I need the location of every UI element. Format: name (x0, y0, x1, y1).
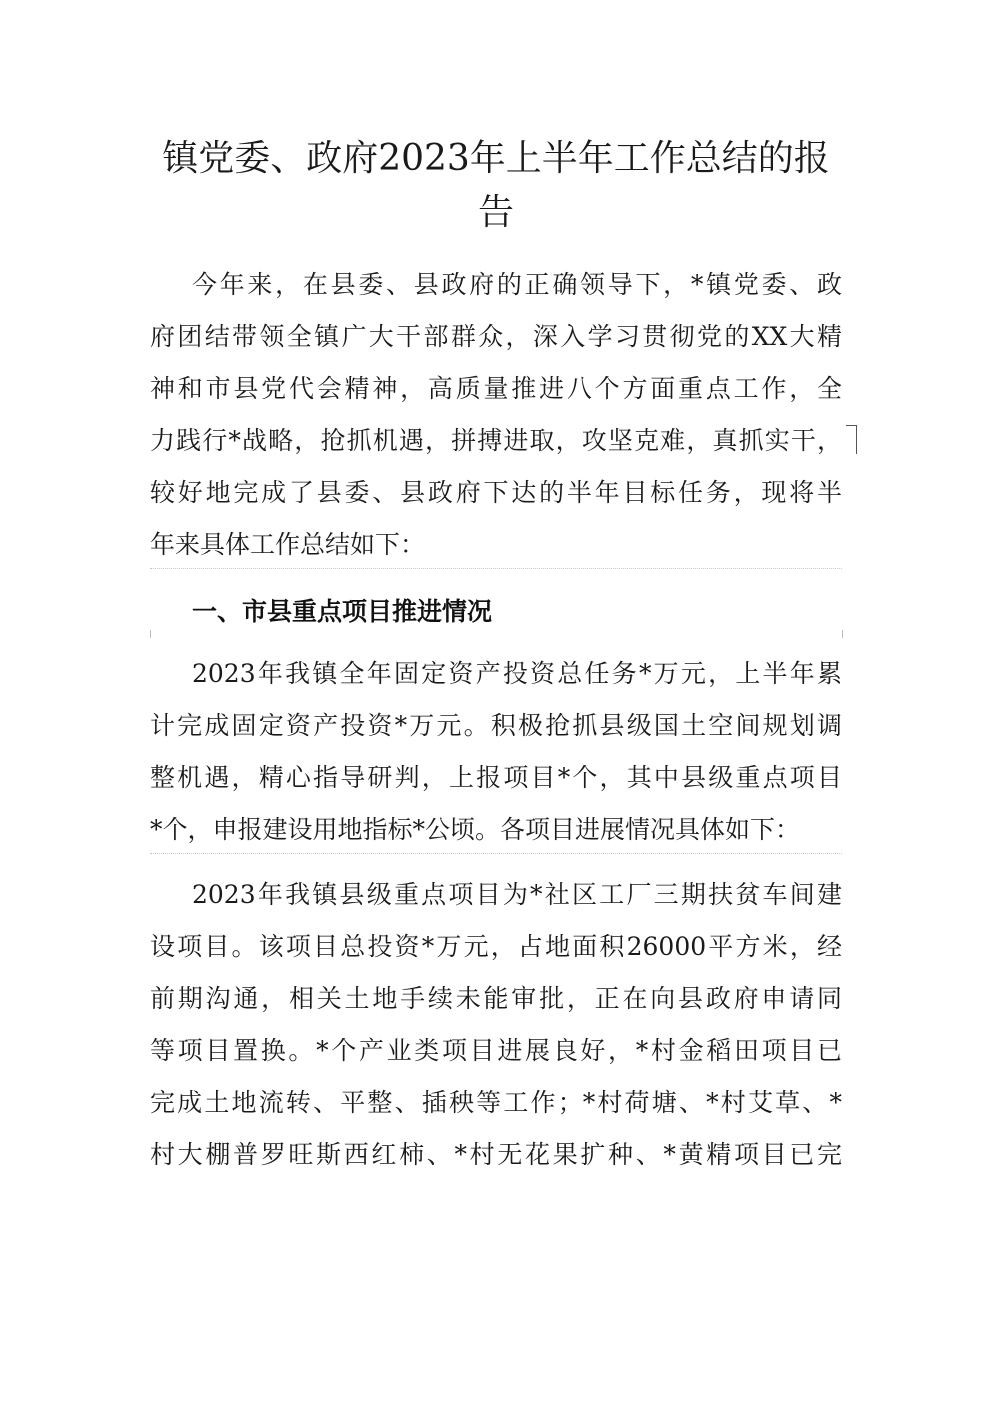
paragraph-line: 2023年我镇全年固定资产投资总任务*万元，上半年累 (192, 659, 842, 688)
paragraph-line: 完成土地流转、平整、插秧等工作；*村荷塘、*村艾草、* (150, 1088, 842, 1117)
paragraph-line: 2023年我镇县级重点项目为*社区工厂三期扶贫车间建 (192, 880, 842, 909)
document-title (150, 132, 842, 240)
section1-paragraph-2 (150, 869, 842, 1181)
paragraph-line: 神和市县党代会精神，高质量推进八个方面重点工作，全 (150, 374, 842, 403)
paragraph-line: 较好地完成了县委、县政府下达的半年目标任务，现将半 (150, 478, 842, 507)
margin-tick (842, 630, 843, 638)
paragraph-line: *个，申报建设用地指标*公顷。各项目进展情况具体如下： (150, 815, 801, 844)
paragraph-line: 府团结带领全镇广大干部群众，深入学习贯彻党的XX大精 (150, 322, 842, 351)
paragraph-line: 力践行*战略，抢抓机遇，拼搏进取，攻坚克难，真抓实干， (150, 426, 842, 455)
paragraph-line: 等项目置换。*个产业类项目进展良好，*村金稻田项目已 (150, 1036, 842, 1065)
text-boundary-mark (846, 425, 857, 454)
title-line-1: 镇党委、政府2023年上半年工作总结的报 (162, 138, 830, 179)
paragraph-line: 村大棚普罗旺斯西红柿、*村无花果扩种、*黄精项目已完 (150, 1140, 842, 1169)
paragraph-line: 设项目。该项目总投资*万元，占地面积26000平方米，经 (150, 932, 842, 961)
margin-tick (150, 630, 151, 638)
title-line-2: 告 (477, 192, 514, 233)
section-heading: 一、市县重点项目推进情况 (192, 597, 493, 626)
intro-paragraph (150, 259, 842, 571)
paragraph-divider (150, 568, 842, 569)
paragraph-line: 前期沟通，相关土地手续未能审批，正在向县政府申请同 (150, 984, 842, 1013)
paragraph-divider (150, 853, 842, 854)
section1-paragraph-1 (150, 648, 842, 856)
paragraph-line: 计完成固定资产投资*万元。积极抢抓县级国土空间规划调 (150, 711, 842, 740)
paragraph-line: 今年来，在县委、县政府的正确领导下，*镇党委、政 (192, 270, 842, 299)
paragraph-line: 整机遇，精心指导研判，上报项目*个，其中县级重点项目 (150, 763, 842, 792)
paragraph-line: 年来具体工作总结如下： (150, 530, 426, 559)
